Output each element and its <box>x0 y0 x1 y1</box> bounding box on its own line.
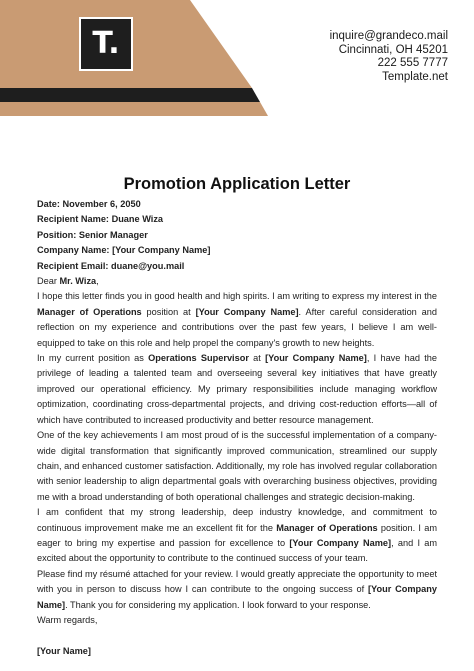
p4-role: Manager of Operations <box>276 522 378 533</box>
signature <box>37 644 437 659</box>
company-value: [Your Company Name] <box>112 245 211 256</box>
position-label: Position: <box>37 229 77 240</box>
date-line <box>37 197 437 212</box>
salutation-suffix: , <box>96 276 99 287</box>
p5-company: [Your Company Name] <box>37 584 437 610</box>
date-value: November 6, 2050 <box>62 199 141 209</box>
contact-city: Cincinnati, OH 45201 <box>338 43 448 56</box>
signature-name: [Your Name] <box>37 645 91 656</box>
p5-text-c: . Thank you for considering my application. I look forward to your response. <box>65 599 371 610</box>
p2-text-a: In my current position as <box>37 353 149 364</box>
letter-title: Promotion Application Letter <box>123 175 351 193</box>
contact-block <box>330 30 448 84</box>
paragraph-closing <box>37 567 437 613</box>
p4-text-e: , and I am excited about the opportunity to contribute to the continued success of your team. <box>37 537 438 564</box>
email-line <box>37 259 437 274</box>
p4-text-c: position. I am eager to bring my expertise and passion for excellence to <box>37 522 437 548</box>
p1-text-e: . After careful consideration and reflection on my experience and contributions over the past few years, I believe I am well-equipped to take on this role and help propel the company's growth to new heights. <box>37 306 437 348</box>
salutation-name: Mr. Wiza <box>59 276 97 287</box>
p2-company: [Your Company Name] <box>265 353 367 364</box>
company-logo: T. <box>79 17 133 71</box>
paragraph-achievements: One of the key achievements I am most proud of is the successful implementation of a company-wide digital transformation that significantly improved communication, streamlined our supply chain, and enhanced customer satisfaction. Additionally, my role has involved regular collaboration with senior leadership to align departmental goals with overarching business objectives, providing me with a broad understanding of both operational challenges and strategic decision-making. <box>37 430 437 502</box>
email-value: duane@you.mail <box>111 260 185 271</box>
salutation <box>37 274 437 289</box>
dark-stripe <box>0 88 260 102</box>
recipient-value: Duane Wiza <box>111 214 164 225</box>
p2-text-c: at <box>248 353 266 364</box>
paragraph-fit <box>37 505 437 567</box>
letter-body <box>37 197 437 659</box>
email-label: Recipient Email: <box>37 260 109 271</box>
position-value: Senior Manager <box>78 229 148 240</box>
recipient-label: Recipient Name: <box>37 214 109 225</box>
recipient-line <box>37 212 437 227</box>
company-line <box>37 243 437 258</box>
closing-line: Warm regards, <box>37 614 98 625</box>
p1-text-a: I hope this letter finds you in good health and high spirits. I am writing to express my interest in the <box>37 291 437 302</box>
p1-text-c: position at <box>141 306 196 317</box>
signature-spacer <box>37 628 437 643</box>
p2-role: Operations Supervisor <box>148 353 249 364</box>
contact-phone: 222 555 7777 <box>377 57 448 70</box>
contact-website[interactable]: Template.net <box>382 70 448 83</box>
tan-bottom-stripe <box>0 102 268 116</box>
p4-text-a: I am confident that my strong leadership, deep industry knowledge, and commitment to continuous improvement make me an excellent fit for the <box>37 507 437 533</box>
position-line <box>37 228 437 243</box>
p2-text-e: , I have had the privilege of leading a talented team and overseeing several key initiatives that have greatly improved our operational efficiency. My primary responsibilities include managing workflow optimization, coordinating cross-departmental projects, and driving cost-reduction efforts—all of which have contributed to increased productivity and better resource management. <box>37 353 437 425</box>
contact-email[interactable]: inquire@grandeco.mail <box>329 30 448 42</box>
p1-role: Manager of Operations <box>37 306 142 317</box>
p1-company: [Your Company Name] <box>195 306 299 317</box>
salutation-prefix: Dear <box>37 276 60 287</box>
company-label: Company Name: <box>37 245 110 256</box>
date-label: Date: <box>37 199 60 209</box>
p5-text-a: Please find my résumé attached for your review. I would greatly appreciate the opportunity to meet with you in person to discuss how I can contribute to the ongoing success of <box>37 568 437 595</box>
paragraph-current-role <box>37 351 437 428</box>
p4-company: [Your Company Name] <box>289 537 392 548</box>
paragraph-intro <box>37 289 437 351</box>
